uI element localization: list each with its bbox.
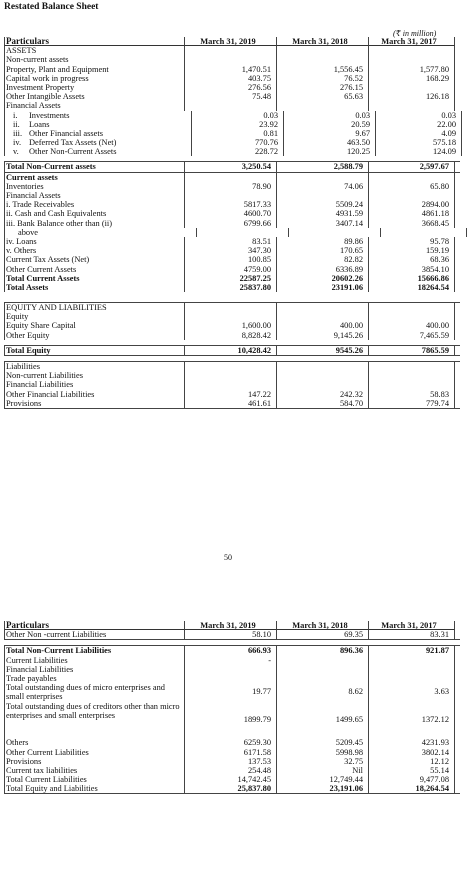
value-2018 bbox=[277, 674, 369, 683]
value-2017: 18264.54 bbox=[369, 283, 455, 292]
table-row bbox=[4, 209, 460, 218]
row-label: iii. Bank Balance other than (ii) bbox=[4, 219, 185, 228]
row-label bbox=[4, 129, 192, 138]
table-row bbox=[4, 173, 460, 182]
row-label: ii. Cash and Cash Equivalents bbox=[4, 209, 185, 218]
row-label: Total Current Assets bbox=[4, 274, 185, 283]
table-header-page2 bbox=[4, 621, 460, 630]
table-row bbox=[4, 138, 460, 147]
value-2019: 19.77 bbox=[185, 683, 277, 701]
row-text: Other Non-Current Assets bbox=[29, 147, 117, 157]
table-row bbox=[4, 656, 460, 665]
header-2018: March 31, 2018 bbox=[277, 37, 369, 46]
value-2019: 78.90 bbox=[185, 182, 277, 191]
table-row bbox=[4, 120, 460, 129]
value-2019 bbox=[185, 173, 277, 182]
value-2017: 575.18 bbox=[376, 138, 462, 147]
value-2017: 83.31 bbox=[369, 630, 455, 639]
table-row bbox=[4, 321, 460, 330]
value-2018: 276.15 bbox=[277, 83, 369, 92]
current-liabilities-section bbox=[4, 656, 460, 795]
total-equity-row bbox=[4, 345, 460, 356]
value-2018 bbox=[277, 173, 369, 182]
value-2017: 124.09 bbox=[376, 147, 462, 156]
row-label bbox=[4, 147, 192, 156]
table-row bbox=[4, 303, 460, 312]
row-label: i. Trade Receivables bbox=[4, 200, 185, 209]
value-2018 bbox=[277, 665, 369, 674]
row-label: Total Non-Current Liabilities bbox=[4, 646, 185, 655]
row-label: Non-current Liabilities bbox=[4, 371, 185, 380]
value-2019: 100.85 bbox=[185, 255, 277, 264]
value-2018 bbox=[277, 380, 369, 389]
value-2018: 32.75 bbox=[277, 757, 369, 766]
value-2018: 12,749.44 bbox=[277, 775, 369, 784]
other-noncurrent-liabilities-row bbox=[4, 630, 460, 640]
row-text: Deferred Tax Assets (Net) bbox=[29, 138, 117, 148]
total-noncurrent-liabilities-row bbox=[4, 645, 460, 655]
value-2018: 23191.06 bbox=[277, 283, 369, 292]
table-row bbox=[4, 371, 460, 380]
table-row bbox=[4, 702, 460, 739]
value-2017: 15666.86 bbox=[369, 274, 455, 283]
row-label: Current Liabilities bbox=[4, 656, 185, 665]
value-2019: 83.51 bbox=[185, 237, 277, 246]
row-label: Total outstanding dues of micro enterprises and small enterprises bbox=[4, 683, 185, 701]
row-label: above bbox=[4, 228, 197, 237]
row-label: v. Others bbox=[4, 246, 185, 255]
value-2019: 0.03 bbox=[192, 111, 284, 120]
value-2019: 1,600.00 bbox=[185, 321, 277, 330]
row-label: Non-current assets bbox=[4, 55, 185, 64]
value-2019 bbox=[185, 55, 277, 64]
row-label: Other Current Assets bbox=[4, 265, 185, 274]
table-row bbox=[4, 55, 460, 64]
value-2018: 82.82 bbox=[277, 255, 369, 264]
value-2017: 22.00 bbox=[376, 120, 462, 129]
value-2017 bbox=[369, 380, 455, 389]
row-text: Other Financial assets bbox=[29, 128, 103, 138]
row-label: Other Non -current Liabilities bbox=[4, 630, 185, 639]
value-2017: 95.78 bbox=[369, 237, 455, 246]
value-2019 bbox=[185, 674, 277, 683]
value-2018: 2,588.79 bbox=[277, 162, 369, 171]
table-row bbox=[4, 111, 460, 120]
value-2017: 3.63 bbox=[369, 683, 455, 701]
value-2017: 779.74 bbox=[369, 399, 455, 408]
value-2017 bbox=[369, 371, 455, 380]
table-row bbox=[4, 784, 460, 793]
value-2018: 120.25 bbox=[284, 147, 376, 156]
value-2019: 347.30 bbox=[185, 246, 277, 255]
value-2018: 8.62 bbox=[277, 683, 369, 701]
value-2019: 666.93 bbox=[185, 646, 277, 655]
header-2018: March 31, 2018 bbox=[277, 621, 369, 630]
value-2018: 400.00 bbox=[277, 321, 369, 330]
row-label: Financial Liabilities bbox=[4, 380, 185, 389]
table-row bbox=[4, 283, 460, 292]
row-label: Total Assets bbox=[4, 283, 185, 292]
value-2017: 2,597.67 bbox=[369, 162, 455, 171]
table-header bbox=[4, 37, 460, 46]
value-2018: 9.67 bbox=[284, 129, 376, 138]
row-label bbox=[4, 111, 192, 120]
value-2017: 2894.00 bbox=[369, 200, 455, 209]
page-title: Restated Balance Sheet bbox=[4, 2, 99, 12]
value-2019: 8,828.42 bbox=[185, 331, 277, 340]
value-2017: 1372.12 bbox=[369, 702, 455, 739]
value-2017: 3802.14 bbox=[369, 748, 455, 757]
table-row bbox=[4, 246, 460, 255]
header-2017: March 31, 2017 bbox=[369, 621, 455, 630]
value-2018 bbox=[277, 46, 369, 55]
value-2019: - bbox=[185, 656, 277, 665]
value-2018: 9,145.26 bbox=[277, 331, 369, 340]
table-row bbox=[4, 399, 460, 408]
value-2018: 5998.98 bbox=[277, 748, 369, 757]
table-row bbox=[4, 331, 460, 340]
value-2018: 74.06 bbox=[277, 182, 369, 191]
row-label: Total outstanding dues of creditors other than micro enterprises and small enterprises bbox=[4, 702, 185, 739]
table-row bbox=[4, 191, 460, 200]
value-2017: 68.36 bbox=[369, 255, 455, 264]
value-2017: 400.00 bbox=[369, 321, 455, 330]
table-row bbox=[4, 766, 460, 775]
value-2019: 5817.33 bbox=[185, 200, 277, 209]
row-label: Current tax liabilities bbox=[4, 766, 185, 775]
value-2019: 276.56 bbox=[185, 83, 277, 92]
value-2019: 254.48 bbox=[185, 766, 277, 775]
total-noncurrent-assets-row bbox=[4, 161, 460, 172]
row-label: Capital work in progress bbox=[4, 74, 185, 83]
value-2019 bbox=[197, 228, 289, 237]
row-label: Other Intangible Assets bbox=[4, 92, 185, 101]
value-2019 bbox=[185, 665, 277, 674]
value-2017: 55.14 bbox=[369, 766, 455, 775]
value-2017 bbox=[369, 101, 455, 110]
value-2018: 89.86 bbox=[277, 237, 369, 246]
value-2018: 242.32 bbox=[277, 390, 369, 399]
table-row bbox=[4, 46, 460, 55]
row-label: Provisions bbox=[4, 399, 185, 408]
row-label: Equity Share Capital bbox=[4, 321, 185, 330]
value-2018 bbox=[277, 656, 369, 665]
value-2018 bbox=[289, 228, 381, 237]
value-2019: 14,742.45 bbox=[185, 775, 277, 784]
value-2017: 4861.18 bbox=[369, 209, 455, 218]
unit-note: (₹ in million) bbox=[393, 29, 437, 38]
row-label: Current Tax Assets (Net) bbox=[4, 255, 185, 264]
value-2019 bbox=[185, 101, 277, 110]
value-2019: 23.92 bbox=[192, 120, 284, 129]
value-2019: 3,250.54 bbox=[185, 162, 277, 171]
value-2019: 228.72 bbox=[192, 147, 284, 156]
row-label: Financial Liabilities bbox=[4, 665, 185, 674]
row-text: Loans bbox=[29, 119, 50, 129]
table-row bbox=[4, 674, 460, 683]
table-row bbox=[4, 228, 460, 237]
table-row bbox=[4, 74, 460, 83]
value-2019: 403.75 bbox=[185, 74, 277, 83]
row-label: Liabilities bbox=[4, 362, 185, 371]
table-row bbox=[4, 255, 460, 264]
value-2018: 0.03 bbox=[284, 111, 376, 120]
row-label: EQUITY AND LIABILITIES bbox=[4, 303, 185, 312]
value-2018: 23,191.06 bbox=[277, 784, 369, 793]
value-2018: 76.52 bbox=[277, 74, 369, 83]
value-2019: 6259.30 bbox=[185, 738, 277, 747]
table-row bbox=[4, 147, 460, 156]
row-label: Other Equity bbox=[4, 331, 185, 340]
value-2017 bbox=[369, 665, 455, 674]
value-2017: 9,477.08 bbox=[369, 775, 455, 784]
value-2019: 22587.25 bbox=[185, 274, 277, 283]
row-label: Total Equity and Liabilities bbox=[4, 784, 185, 793]
row-text: Investments bbox=[29, 110, 70, 120]
value-2018 bbox=[277, 303, 369, 312]
value-2017: 3668.45 bbox=[369, 219, 455, 228]
value-2017: 58.83 bbox=[369, 390, 455, 399]
value-2019 bbox=[185, 371, 277, 380]
balance-sheet-table-page1 bbox=[4, 37, 460, 409]
value-2018: 584.70 bbox=[277, 399, 369, 408]
value-2018: Nil bbox=[277, 766, 369, 775]
value-2017 bbox=[369, 674, 455, 683]
value-2019: 10,428.42 bbox=[185, 346, 277, 355]
value-2018 bbox=[277, 101, 369, 110]
table-row bbox=[4, 83, 460, 92]
row-label: Equity bbox=[4, 312, 185, 321]
value-2017: 168.29 bbox=[369, 74, 455, 83]
value-2018: 20602.26 bbox=[277, 274, 369, 283]
value-2017 bbox=[369, 656, 455, 665]
table-row bbox=[4, 665, 460, 674]
row-label: iv. Loans bbox=[4, 237, 185, 246]
value-2019 bbox=[185, 380, 277, 389]
row-label: Investment Property bbox=[4, 83, 185, 92]
row-numeral: v. bbox=[13, 147, 19, 157]
table-row bbox=[4, 683, 460, 701]
value-2019: 770.76 bbox=[192, 138, 284, 147]
value-2018: 9545.26 bbox=[277, 346, 369, 355]
table-row bbox=[4, 274, 460, 283]
value-2017 bbox=[381, 228, 467, 237]
table-row bbox=[4, 748, 460, 757]
row-label: Trade payables bbox=[4, 674, 185, 683]
value-2018 bbox=[277, 191, 369, 200]
value-2017 bbox=[369, 303, 455, 312]
value-2017: 159.19 bbox=[369, 246, 455, 255]
value-2019: 25,837.80 bbox=[185, 784, 277, 793]
value-2018: 69.35 bbox=[277, 630, 369, 639]
value-2017: 4.09 bbox=[376, 129, 462, 138]
value-2019: 1899.79 bbox=[185, 702, 277, 739]
value-2018: 5509.24 bbox=[277, 200, 369, 209]
table-row bbox=[4, 380, 460, 389]
value-2017 bbox=[369, 173, 455, 182]
value-2017 bbox=[369, 312, 455, 321]
row-label: Property, Plant and Equipment bbox=[4, 65, 185, 74]
row-label: Current assets bbox=[4, 173, 185, 182]
value-2017: 7865.59 bbox=[369, 346, 455, 355]
value-2018: 20.59 bbox=[284, 120, 376, 129]
table-row bbox=[4, 757, 460, 766]
value-2018: 3407.14 bbox=[277, 219, 369, 228]
value-2017: 12.12 bbox=[369, 757, 455, 766]
value-2018 bbox=[277, 312, 369, 321]
value-2018: 170.65 bbox=[277, 246, 369, 255]
value-2017: 4231.93 bbox=[369, 738, 455, 747]
value-2018 bbox=[277, 371, 369, 380]
table-row bbox=[4, 129, 460, 138]
value-2019 bbox=[185, 46, 277, 55]
value-2019: 6799.66 bbox=[185, 219, 277, 228]
table-row bbox=[4, 200, 460, 209]
liabilities-section bbox=[4, 361, 460, 409]
table-row bbox=[4, 182, 460, 191]
value-2018 bbox=[277, 55, 369, 64]
row-label: ASSETS bbox=[4, 46, 185, 55]
value-2018 bbox=[277, 362, 369, 371]
row-label: Other Current Liabilities bbox=[4, 748, 185, 757]
value-2019: 4759.00 bbox=[185, 265, 277, 274]
equity-section bbox=[4, 302, 460, 340]
table-row bbox=[4, 775, 460, 784]
header-particulars: Particulars bbox=[4, 37, 185, 46]
row-numeral: iii. bbox=[13, 128, 23, 138]
value-2017 bbox=[369, 83, 455, 92]
table-row bbox=[4, 65, 460, 74]
value-2017: 7,465.59 bbox=[369, 331, 455, 340]
value-2019: 58.10 bbox=[185, 630, 277, 639]
row-label: Total Equity bbox=[4, 346, 185, 355]
table-row bbox=[4, 265, 460, 274]
value-2019 bbox=[185, 362, 277, 371]
row-numeral: i. bbox=[13, 110, 18, 120]
page-number: 50 bbox=[224, 553, 232, 562]
value-2019: 75.48 bbox=[185, 92, 277, 101]
row-label: Financial Assets bbox=[4, 191, 185, 200]
row-label: Inventories bbox=[4, 182, 185, 191]
value-2019: 137.53 bbox=[185, 757, 277, 766]
row-label: Total Non-Current assets bbox=[4, 162, 185, 171]
table-row bbox=[4, 101, 460, 110]
value-2019: 0.81 bbox=[192, 129, 284, 138]
value-2017: 921.87 bbox=[369, 646, 455, 655]
row-label: Total Current Liabilities bbox=[4, 775, 185, 784]
header-particulars: Particulars bbox=[4, 621, 185, 630]
value-2019: 1,470.51 bbox=[185, 65, 277, 74]
value-2017: 18,264.54 bbox=[369, 784, 455, 793]
value-2019: 25837.80 bbox=[185, 283, 277, 292]
current-assets-section bbox=[4, 173, 460, 292]
value-2019: 6171.58 bbox=[185, 748, 277, 757]
value-2017: 126.18 bbox=[369, 92, 455, 101]
row-label bbox=[4, 138, 192, 147]
value-2018: 463.50 bbox=[284, 138, 376, 147]
value-2019: 147.22 bbox=[185, 390, 277, 399]
value-2017 bbox=[369, 55, 455, 64]
value-2019 bbox=[185, 191, 277, 200]
row-label: Others bbox=[4, 738, 185, 747]
value-2018: 896.36 bbox=[277, 646, 369, 655]
value-2017: 3854.10 bbox=[369, 265, 455, 274]
value-2017: 65.80 bbox=[369, 182, 455, 191]
value-2018: 4931.59 bbox=[277, 209, 369, 218]
table-row bbox=[4, 312, 460, 321]
row-label: Other Financial Liabilities bbox=[4, 390, 185, 399]
table-row bbox=[4, 237, 460, 246]
header-2017: March 31, 2017 bbox=[369, 37, 455, 46]
row-label bbox=[4, 120, 192, 129]
table-row bbox=[4, 738, 460, 747]
value-2018: 5209.45 bbox=[277, 738, 369, 747]
value-2018: 1499.65 bbox=[277, 702, 369, 739]
table-row bbox=[4, 362, 460, 371]
value-2019 bbox=[185, 303, 277, 312]
value-2017: 0.03 bbox=[376, 111, 462, 120]
row-label: Financial Assets bbox=[4, 101, 185, 110]
table-row bbox=[4, 390, 460, 399]
row-numeral: ii. bbox=[13, 119, 20, 129]
row-label: Provisions bbox=[4, 757, 185, 766]
balance-sheet-table-page2 bbox=[4, 621, 460, 794]
value-2017: 1,577.80 bbox=[369, 65, 455, 74]
row-numeral: iv. bbox=[13, 138, 22, 148]
value-2019: 461.61 bbox=[185, 399, 277, 408]
value-2019: 4600.70 bbox=[185, 209, 277, 218]
value-2018: 1,556.45 bbox=[277, 65, 369, 74]
value-2018: 6336.89 bbox=[277, 265, 369, 274]
value-2019 bbox=[185, 312, 277, 321]
value-2017 bbox=[369, 46, 455, 55]
header-2019: March 31, 2019 bbox=[185, 621, 277, 630]
table-row bbox=[4, 92, 460, 101]
table-row bbox=[4, 219, 460, 228]
noncurrent-assets-section bbox=[4, 46, 460, 156]
value-2017 bbox=[369, 191, 455, 200]
header-2019: March 31, 2019 bbox=[185, 37, 277, 46]
value-2017 bbox=[369, 362, 455, 371]
value-2018: 65.63 bbox=[277, 92, 369, 101]
